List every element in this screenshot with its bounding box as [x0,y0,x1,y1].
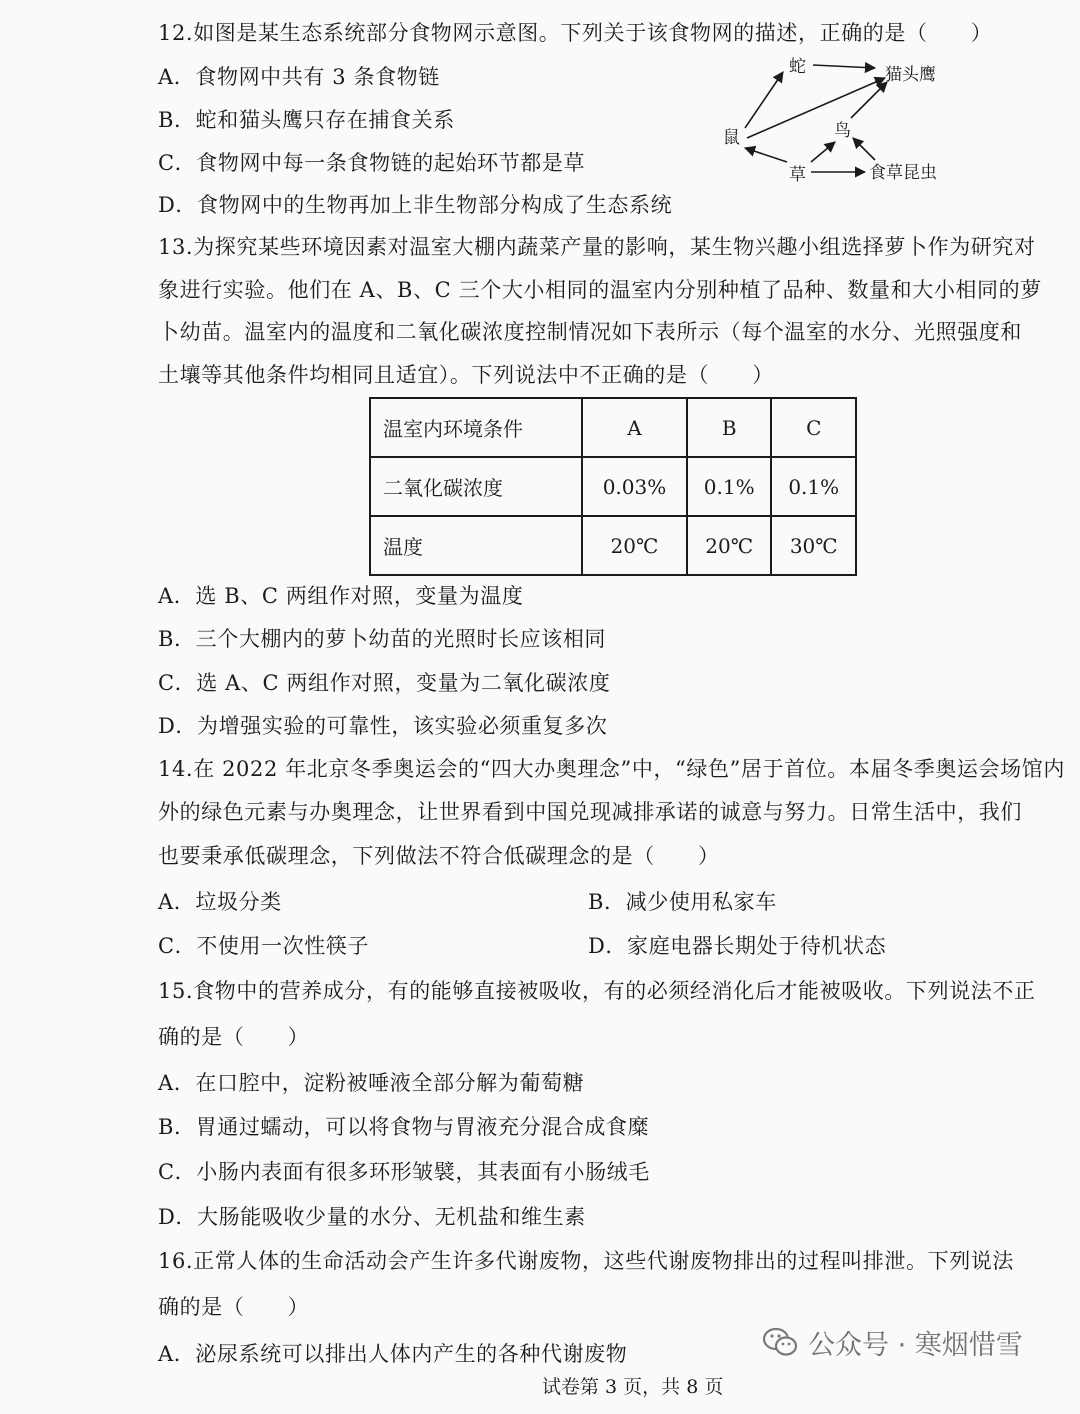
greenhouse-conditions-table [369,397,857,576]
q14-option-d: D．家庭电器长期处于待机状态 [588,934,887,958]
arrow-insect-bird [853,138,875,160]
q14-stem-line-1: 14.在 2022 年北京冬季奥运会的“四大办奥理念”中，“绿色”居于首位。本届冬季奥运会场馆内 [158,757,1065,781]
arrow-mouse-snake [745,72,783,128]
table-header-cell: B [687,398,772,457]
node-bird: 鸟 [834,121,851,141]
q14-stem-line-2: 外的绿色元素与办奥理念，让世界看到中国兑现减排承诺的诚意与努力。日常生活中，我们 [158,800,1022,824]
table-header-cell: C [771,398,856,457]
table-cell: 20℃ [687,516,772,575]
q14-stem-line-3: 也要秉承低碳理念，下列做法不符合低碳理念的是（ ） [158,844,720,868]
page-footer: 试卷第 3 页，共 8 页 [542,1376,724,1398]
q15-stem-line-1: 15.食物中的营养成分，有的能够直接被吸收，有的必须经消化后才能被吸收。下列说法不正 [158,979,1036,1003]
table-cell: 30℃ [771,516,856,575]
node-owl: 猫头鹰 [885,65,936,85]
q14-option-a: A．垃圾分类 [158,890,282,914]
watermark [762,1320,1023,1364]
q13-stem-line-2: 象进行实验。他们在 A、B、C 三个大小相同的温室内分别种植了品种、数量和大小相同的萝 [158,278,1042,302]
q13-stem-line-4: 土壤等其他条件均相同且适宜）。下列说法中不正确的是（ ） [158,363,774,387]
q15-option-c: C．小肠内表面有很多环形皱襞，其表面有小肠绒毛 [158,1160,650,1184]
arrow-mouse-owl [747,78,885,138]
table-cell: 温度 [370,516,582,575]
q13-option-d: D．为增强实验的可靠性，该实验必须重复多次 [158,714,608,738]
arrow-snake-owl [813,65,875,68]
node-mouse: 鼠 [723,128,740,148]
q13-stem-line-3: 卜幼苗。温室内的温度和二氧化碳浓度控制情况如下表所示（每个温室的水分、光照强度和 [158,320,1022,344]
q13-option-b: B．三个大棚内的萝卜幼苗的光照时长应该相同 [158,627,607,651]
q16-stem-line-2: 确的是（ ） [158,1295,310,1319]
watermark-text: 公众号 · 寒烟惜雪 [808,1329,1023,1361]
q13-option-a: A．选 B、C 两组作对照，变量为温度 [158,584,524,608]
q14-option-b: B．减少使用私家车 [588,890,777,914]
arrow-bird-owl [851,82,887,118]
node-insect: 食草昆虫 [869,163,937,183]
q14-option-c: C．不使用一次性筷子 [158,934,370,958]
table-cell: 0.1% [771,457,856,516]
node-snake: 蛇 [789,57,806,77]
q15-option-a: A．在口腔中，淀粉被唾液全部分解为葡萄糖 [158,1071,585,1095]
table-header-row [370,398,856,457]
food-web-diagram [715,50,965,200]
table-cell: 0.1% [687,457,772,516]
q16-stem-line-1: 16.正常人体的生命活动会产生许多代谢废物，这些代谢废物排出的过程叫排泄。下列说法 [158,1249,1014,1273]
arrow-grass-mouse [745,148,787,162]
q15-option-b: B．胃通过蠕动，可以将食物与胃液充分混合成食糜 [158,1115,650,1139]
table-row [370,457,856,516]
arrow-grass-bird [811,142,835,162]
wechat-icon [762,1326,798,1358]
table-header-cell: 温室内环境条件 [370,398,582,457]
table-cell: 0.03% [582,457,687,516]
q12-option-c: C．食物网中每一条食物链的起始环节都是草 [158,151,586,175]
q12-option-a: A．食物网中共有 3 条食物链 [158,65,440,89]
table-row [370,516,856,575]
q12-stem: 12.如图是某生态系统部分食物网示意图。下列关于该食物网的描述，正确的是（ ） [158,21,993,45]
table-cell: 二氧化碳浓度 [370,457,582,516]
q16-option-a: A．泌尿系统可以排出人体内产生的各种代谢废物 [158,1342,628,1366]
table-cell: 20℃ [582,516,687,575]
q13-option-c: C．选 A、C 两组作对照，变量为二氧化碳浓度 [158,671,611,695]
q12-option-d: D．食物网中的生物再加上非生物部分构成了生态系统 [158,193,673,217]
q13-stem-line-1: 13.为探究某些环境因素对温室大棚内蔬菜产量的影响，某生物兴趣小组选择萝卜作为研究对 [158,235,1036,259]
q15-option-d: D．大肠能吸收少量的水分、无机盐和维生素 [158,1205,586,1229]
q15-stem-line-2: 确的是（ ） [158,1025,310,1049]
table-header-cell: A [582,398,687,457]
node-grass: 草 [789,165,806,185]
q12-option-b: B．蛇和猫头鹰只存在捕食关系 [158,108,455,132]
